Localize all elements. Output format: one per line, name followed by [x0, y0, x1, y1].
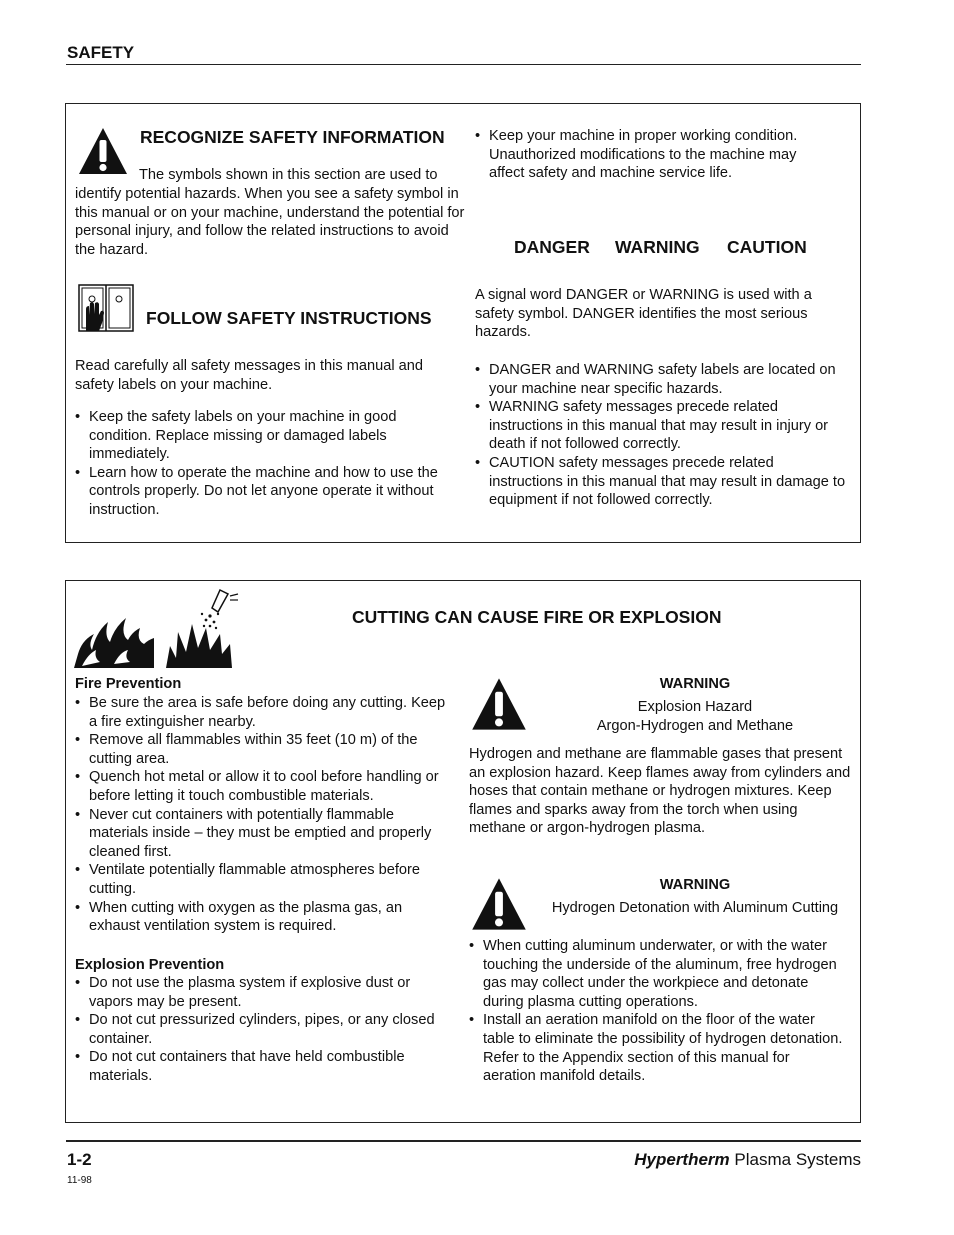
list-item: • When cutting with oxygen as the plasma gas, an exhaust ventilation system is required. [75, 899, 450, 936]
warning1-line1: Explosion Hazard [637, 699, 753, 715]
signal-caution: CAUTION [727, 237, 807, 257]
page-number: 1-2 [67, 1150, 92, 1169]
warning1-body: Hydrogen and methane are flammable gases that present an explosion hazard. Keep flames away from cylinders and hoses that contain methane or hydrogen mixtures. Keep flames and sparks away from the torch when using methane or argon-hydrogen plasma. [469, 746, 851, 837]
list-item: • Learn how to operate the machine and how to use the controls properly. Do not let anyone operate it without instruction. [75, 464, 450, 520]
explosion-prevention-heading: Explosion Prevention [75, 957, 225, 973]
machine-condition-bullets [475, 127, 835, 183]
list-item: • Install an aeration manifold on the floor of the water table to eliminate the possibility of hydrogen detonation. Refer to the Appendix section of this manual for aeration manifold details. [469, 1011, 844, 1085]
list-item: • Be sure the area is safe before doing any cutting. Keep a fire extinguisher nearby. [75, 694, 450, 731]
warning-triangle-icon [470, 876, 528, 932]
list-item: • When cutting aluminum underwater, or with the water touching the underside of the aluminum, free hydrogen gas may collect under the workpiece and detonate during plasma cutting operations. [469, 937, 844, 1011]
warning2-bullets [469, 937, 844, 1086]
manual-hand-icon [77, 281, 135, 335]
follow-title: FOLLOW SAFETY INSTRUCTIONS [146, 308, 432, 328]
list-item: • DANGER and WARNING safety labels are located on your machine near specific hazards. [475, 361, 847, 398]
product-name: Plasma Systems [734, 1150, 861, 1169]
recognize-text-first: The symbols shown in this section are used to [139, 167, 438, 183]
signal-intro: A signal word DANGER or WARNING is used with a safety symbol. DANGER identifies the most serious hazards. [475, 287, 812, 341]
list-item: • Ventilate potentially flammable atmospheres before cutting. [75, 861, 450, 898]
warning1-line2: Argon-Hydrogen and Methane [596, 718, 794, 734]
fire-prevention-heading: Fire Prevention [75, 676, 182, 692]
header-rule [66, 64, 861, 65]
list-item: • Keep the safety labels on your machine in good condition. Replace missing or damaged labels immediately. [75, 408, 450, 464]
list-item: • Quench hot metal or allow it to cool before handling or before letting it touch combustible materials. [75, 768, 450, 805]
recognize-title: RECOGNIZE SAFETY INFORMATION [140, 127, 445, 147]
fire-explosion-title: CUTTING CAN CAUSE FIRE OR EXPLOSION [352, 607, 722, 627]
explosion-prevention-bullets [75, 974, 440, 1086]
recognize-text: identify potential hazards. When you see a safety symbol in this manual or on your machine, understand the potential for personal injury, and follow the related instructions to avoid the hazard. [75, 186, 465, 258]
follow-bullets [75, 408, 450, 520]
list-item: • Remove all flammables within 35 feet (10 m) of the cutting area. [75, 731, 450, 768]
list-item: • CAUTION safety messages precede related instructions in this manual that may result in damage to equipment if not followed correctly. [475, 454, 847, 510]
warning-triangle-icon [470, 676, 528, 732]
brand-name: Hypertherm [634, 1150, 730, 1169]
warning-triangle-icon [77, 126, 129, 176]
fire-prevention-bullets [75, 694, 450, 936]
warning2-label: WARNING [659, 877, 731, 893]
explosion-torch-icon [166, 588, 242, 668]
follow-intro: Read carefully all safety messages in this manual and safety labels on your machine. [75, 358, 423, 393]
list-item: • Never cut containers with potentially flammable materials inside – they must be emptied and properly cleaned first. [75, 806, 450, 862]
list-item: • Do not cut containers that have held combustible materials. [75, 1048, 440, 1085]
fire-flame-icon [74, 588, 156, 668]
footer-rule [66, 1140, 861, 1142]
warning2-line1: Hydrogen Detonation with Aluminum Cutting [551, 900, 839, 916]
list-item: • WARNING safety messages precede related instructions in this manual that may result in injury or death if not followed correctly. [475, 398, 847, 454]
list-item: • Keep your machine in proper working condition. Unauthorized modifications to the machine may affect safety and machine service life. [475, 127, 835, 183]
revision-date: 11-98 [67, 1175, 92, 1186]
list-item: • Do not use the plasma system if explosive dust or vapors may be present. [75, 974, 440, 1011]
list-item: • Do not cut pressurized cylinders, pipes, or any closed container. [75, 1011, 440, 1048]
footer-brand [634, 1150, 861, 1170]
section-title: SAFETY [67, 43, 135, 62]
signal-danger: DANGER [514, 237, 590, 257]
warning1-label: WARNING [659, 676, 731, 692]
signal-bullets [475, 361, 847, 510]
signal-warning: WARNING [615, 237, 700, 257]
